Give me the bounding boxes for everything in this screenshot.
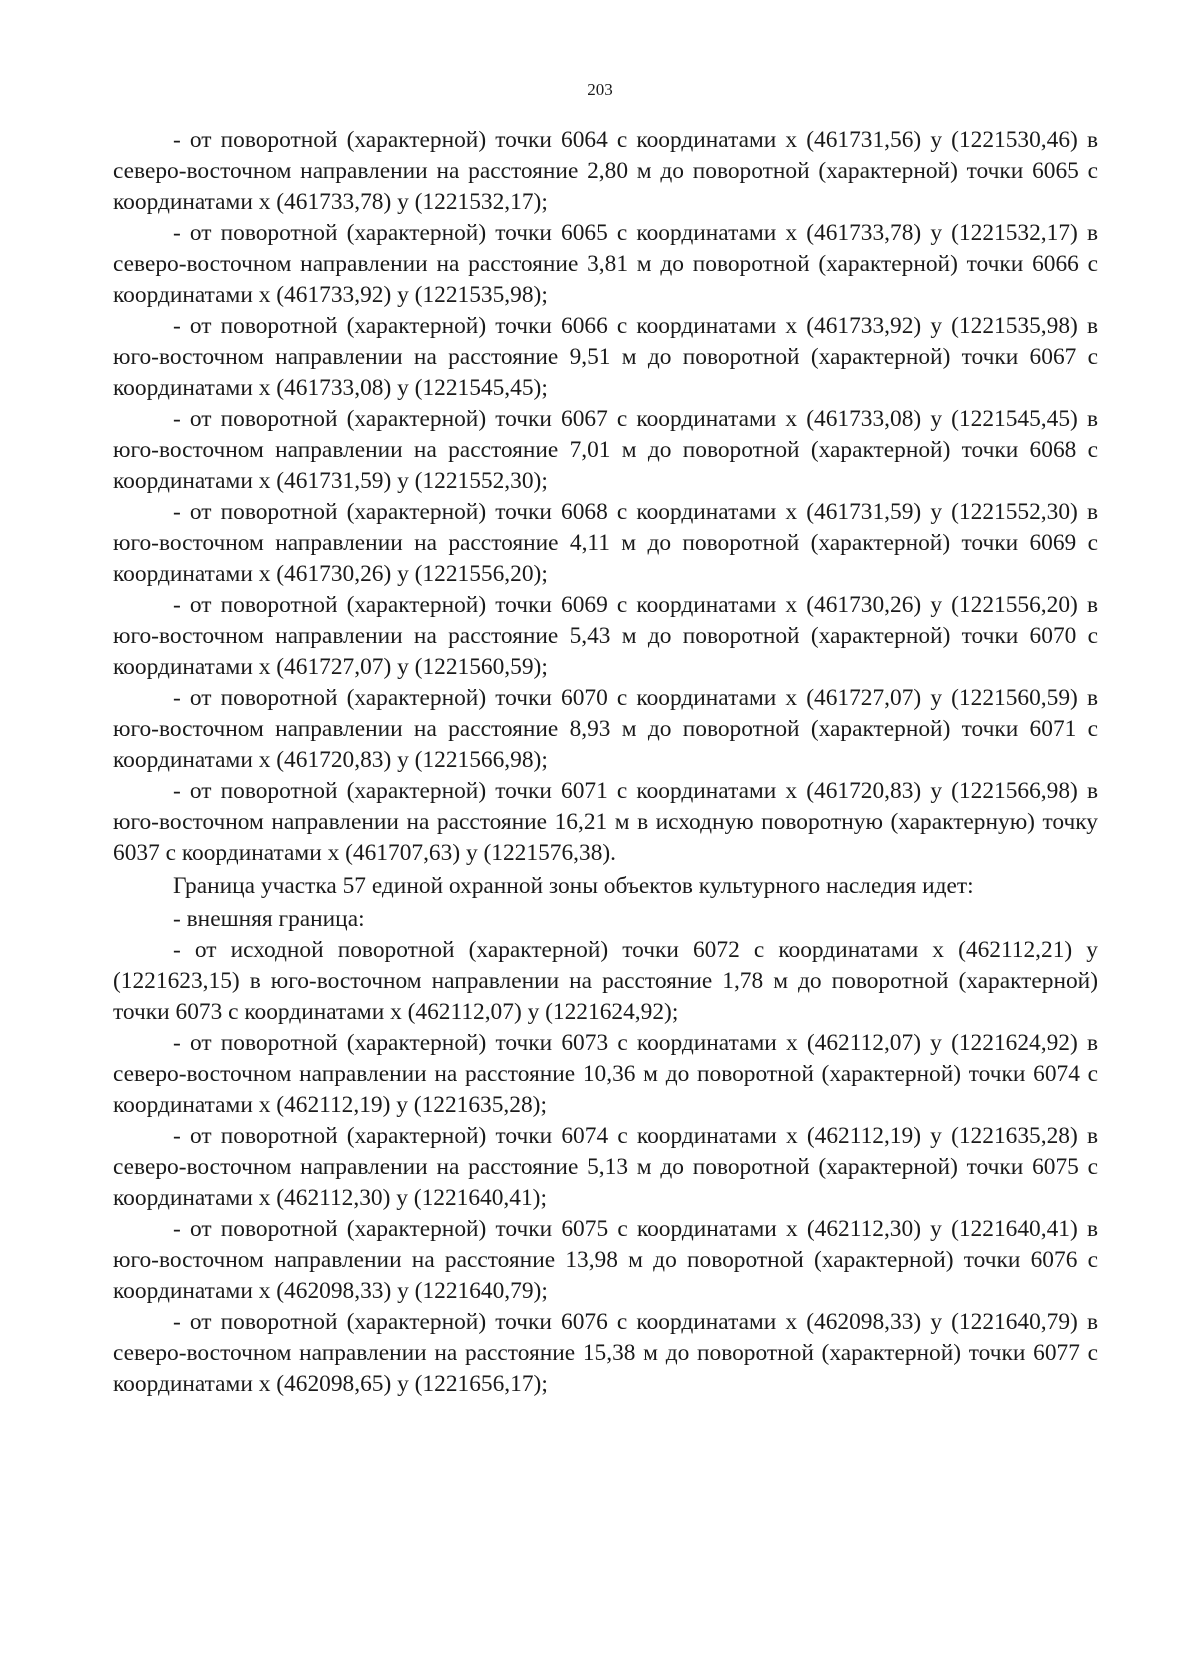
paragraph-point-6065: - от поворотной (характерной) точки 6065 с координатами х (461733,78) у (1221532,17) в северо-восточном направлении на расстояние 3,81 м до поворотной (характерной) точки 6066 с координатами х (461733,92) у (1221535,98); <box>113 220 1098 308</box>
paragraph-point-6068: - от поворотной (характерной) точки 6068 с координатами х (461731,59) у (1221552,30) в юго-восточном направлении на расстояние 4,11 м до поворотной (характерной) точки 6069 с координатами х (461730,26) у (1221556,20); <box>113 499 1098 587</box>
paragraph-point-6074: - от поворотной (характерной) точки 6074 с координатами х (462112,19) у (1221635,28) в северо-восточном направлении на расстояние 5,13 м до поворотной (характерной) точки 6075 с координатами х (462112,30) у (1221640,41); <box>113 1123 1098 1211</box>
paragraph-point-6067: - от поворотной (характерной) точки 6067 с координатами х (461733,08) у (1221545,45) в юго-восточном направлении на расстояние 7,01 м до поворотной (характерной) точки 6068 с координатами х (461731,59) у (1221552,30); <box>113 406 1098 494</box>
paragraph-section-57-heading: Граница участка 57 единой охранной зоны объектов культурного наследия идет: <box>173 873 974 899</box>
document-body <box>113 125 1098 1400</box>
paragraph-point-6069: - от поворотной (характерной) точки 6069 с координатами х (461730,26) у (1221556,20) в юго-восточном направлении на расстояние 5,43 м до поворотной (характерной) точки 6070 с координатами х (461727,07) у (1221560,59); <box>113 592 1098 680</box>
paragraph-point-6070: - от поворотной (характерной) точки 6070 с координатами х (461727,07) у (1221560,59) в юго-восточном направлении на расстояние 8,93 м до поворотной (характерной) точки 6071 с координатами х (461720,83) у (1221566,98); <box>113 685 1098 773</box>
paragraph-point-6076: - от поворотной (характерной) точки 6076 с координатами х (462098,33) у (1221640,79) в северо-восточном направлении на расстояние 15,38 м до поворотной (характерной) точки 6077 с координатами х (462098,65) у (1221656,17); <box>113 1309 1098 1397</box>
paragraph-point-6072: - от исходной поворотной (характерной) точки 6072 с координатами х (462112,21) у (1221623,15) в юго-восточном направлении на расстояние 1,78 м до поворотной (характерной) точки 6073 с координатами х (462112,07) у (1221624,92); <box>113 937 1098 1025</box>
paragraph-point-6064: - от поворотной (характерной) точки 6064 с координатами х (461731,56) у (1221530,46) в северо-восточном направлении на расстояние 2,80 м до поворотной (характерной) точки 6065 с координатами х (461733,78) у (1221532,17); <box>113 127 1098 215</box>
paragraph-point-6073: - от поворотной (характерной) точки 6073 с координатами х (462112,07) у (1221624,92) в северо-восточном направлении на расстояние 10,36 м до поворотной (характерной) точки 6074 с координатами х (462112,19) у (1221635,28); <box>113 1030 1098 1118</box>
paragraph-point-6071: - от поворотной (характерной) точки 6071 с координатами х (461720,83) у (1221566,98) в юго-восточном направлении на расстояние 16,21 м в исходную поворотную (характерную) точку 6037 с координатами х (461707,63) у (1221576,38). <box>113 778 1098 866</box>
paragraph-point-6075: - от поворотной (характерной) точки 6075 с координатами х (462112,30) у (1221640,41) в юго-восточном направлении на расстояние 13,98 м до поворотной (характерной) точки 6076 с координатами х (462098,33) у (1221640,79); <box>113 1216 1098 1304</box>
paragraph-point-6066: - от поворотной (характерной) точки 6066 с координатами х (461733,92) у (1221535,98) в юго-восточном направлении на расстояние 9,51 м до поворотной (характерной) точки 6067 с координатами х (461733,08) у (1221545,45); <box>113 313 1098 401</box>
paragraph-outer-boundary: - внешняя граница: <box>173 906 365 932</box>
page-number: 203 <box>587 80 613 99</box>
